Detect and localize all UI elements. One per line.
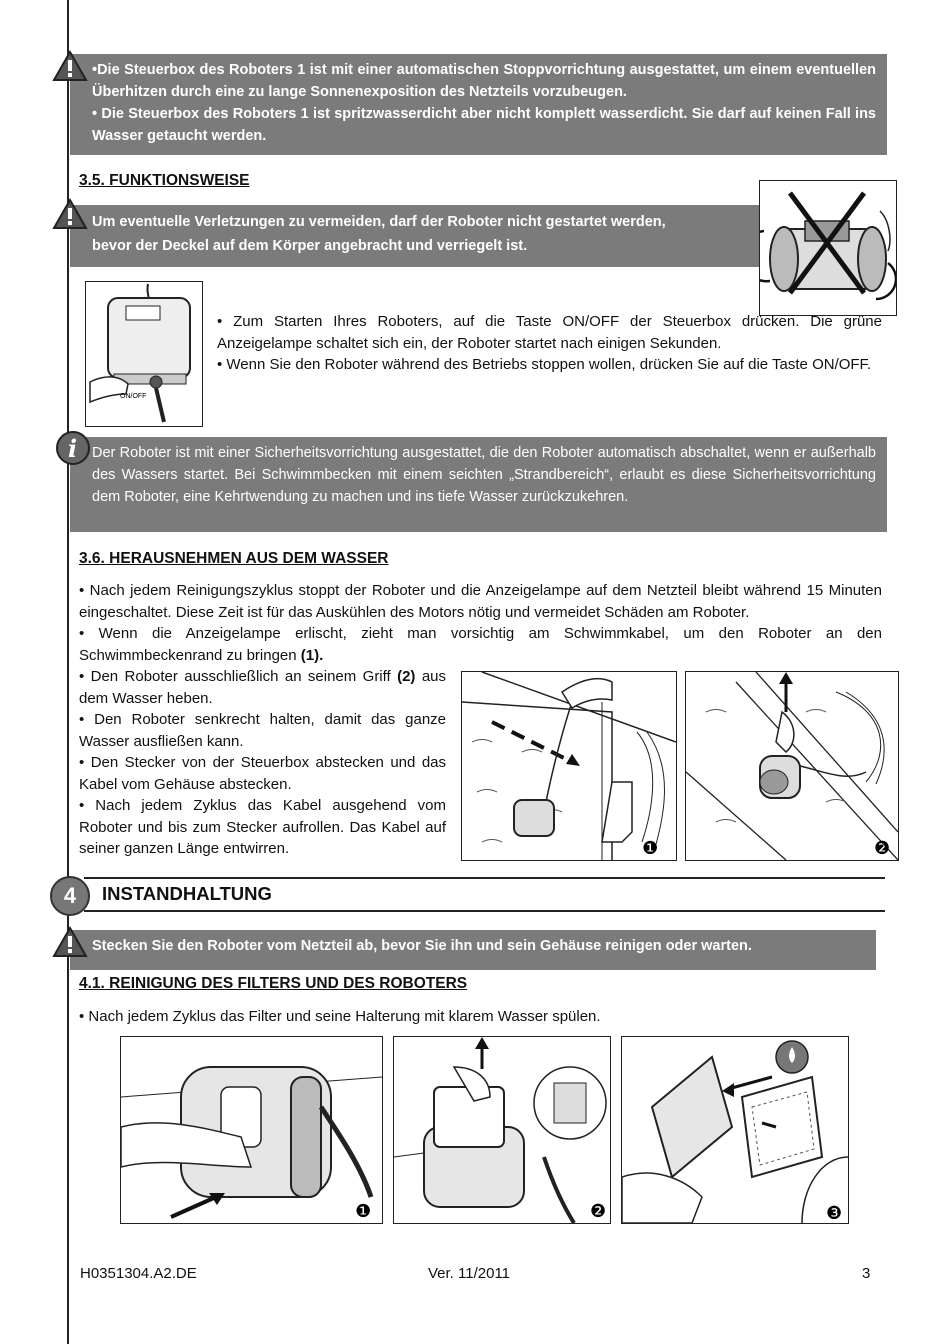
warning-line-2: • Die Steuerbox des Roboters 1 ist spritzwasserdicht aber nicht komplett wasserdicht. Sie darf auf keinen Fall ins Wasser getaucht werden. (92, 106, 876, 144)
removal-para-1: • Nach jedem Reinigungszyklus stoppt der Roboter und die Anzeigelampe auf dem Netzteil bleibt während 15 Minuten eingeschaltet. Diese Zeit ist für das Auskühlen des Motors nötig und vermeidet Schäden am Roboter. (79, 582, 882, 621)
warning-triangle-icon (52, 926, 88, 958)
warning-box-deckel (70, 205, 772, 267)
removal-para-2: • Wenn die Anzeigelampe erlischt, zieht man vorsichtig am Schwimmkabel, um den Roboter an den Schwimmbeckenrand zu bringen (1). (79, 625, 882, 664)
operation-text (217, 311, 882, 376)
pull-cable-illustration (461, 671, 677, 861)
footer-version: Ver. 11/2011 (428, 1265, 511, 1282)
onoff-label: ON/OFF (120, 393, 147, 400)
footer-doc-id: H0351304.A2.DE (80, 1265, 197, 1282)
filter-cleaning-text: • Nach jedem Zyklus das Filter und seine Halterung mit klarem Wasser spülen. (79, 1008, 601, 1025)
section-heading-3-5: 3.5. FUNKTIONSWEISE (79, 172, 250, 189)
warning-deckel-line-1: Um eventuelle Verletzungen zu vermeiden, darf der Roboter nicht gestartet werden, (92, 214, 666, 230)
open-robot-illustration (120, 1036, 383, 1224)
removal-intro-text (79, 580, 882, 666)
section-4-bottom-rule (84, 910, 885, 912)
svg-text:i: i (68, 434, 78, 463)
figure-number-1: ❶ (355, 1201, 372, 1222)
info-icon (55, 430, 91, 466)
removal-para-6: • Nach jedem Zyklus das Kabel ausgehend vom Roboter und bis zum Stecker aufrollen. Das Kabel auf seiner ganzen Länge entwirren. (79, 797, 446, 857)
warning-line-1: •Die Steuerbox des Roboters 1 ist mit einer automatischen Stoppvorrichtung ausgestattet, um einem eventuellen Überhitzen durch eine zu lange Sonnenexposition des Netzteils vorzubeugen. (92, 62, 876, 100)
section-4-top-rule (84, 877, 885, 879)
removal-steps-text (79, 666, 446, 860)
figure-number-2: ❷ (874, 838, 891, 859)
info-box-safety: Der Roboter ist mit einer Sicherheitsvorrichtung ausgestattet, die den Roboter automatisch abschaltet, wenn er außerhalb des Wassers startet. Bei Schwimmbecken mit einem seichten „Strandbereich“, erlaubt es diese Sicherheitsvorrichtung dem Roboter, eine Kehrtwendung zu machen und ins tiefe Wasser zurückzukehren. (70, 437, 887, 532)
section-number: 4 (63, 883, 77, 908)
removal-para-3: • Den Roboter ausschließlich an seinem Griff (2) aus dem Wasser heben. (79, 668, 447, 707)
rinse-filter-illustration (621, 1036, 849, 1224)
robot-lid-not-closed-illustration (759, 180, 897, 316)
footer-page-number: 3 (862, 1265, 871, 1282)
warning-deckel-line-2: bevor der Deckel auf dem Körper angebracht und verriegelt ist. (92, 238, 528, 254)
warning-box-steuerbox (70, 54, 887, 155)
figure-number-3: ❸ (826, 1203, 843, 1224)
removal-para-5: • Den Stecker von der Steuerbox abstecken und das Kabel vom Gehäuse abstecken. (79, 754, 446, 793)
warning-box-disconnect: Stecken Sie den Roboter vom Netzteil ab, bevor Sie ihn und sein Gehäuse reinigen oder warten. (70, 930, 876, 970)
remove-filter-illustration (393, 1036, 611, 1224)
warning-triangle-icon (52, 198, 88, 230)
figure-number-2: ❷ (590, 1201, 607, 1222)
warning-triangle-icon (52, 50, 88, 82)
section-heading-4-1: 4.1. REINIGUNG DES FILTERS UND DES ROBOTERS (79, 975, 468, 992)
section-number-badge (50, 876, 90, 916)
control-box-onoff-illustration (85, 281, 203, 427)
section-heading-3-6: 3.6. HERAUSNEHMEN AUS DEM WASSER (79, 550, 389, 567)
lift-by-handle-illustration (685, 671, 899, 861)
removal-para-4: • Den Roboter senkrecht halten, damit das ganze Wasser ausfließen kann. (79, 711, 446, 750)
figure-number-1: ❶ (642, 838, 659, 859)
start-instruction: • Zum Starten Ihres Roboters, auf die Taste ON/OFF der Steuerbox drücken. Die grüne Anzeigelampe schaltet sich ein, der Roboter startet nach einigen Sekunden. (217, 313, 882, 352)
stop-instruction: • Wenn Sie den Roboter während des Betriebs stoppen wollen, drücken Sie auf die Taste ON/OFF. (217, 356, 872, 373)
section-title-instandhaltung: INSTANDHALTUNG (102, 883, 272, 904)
